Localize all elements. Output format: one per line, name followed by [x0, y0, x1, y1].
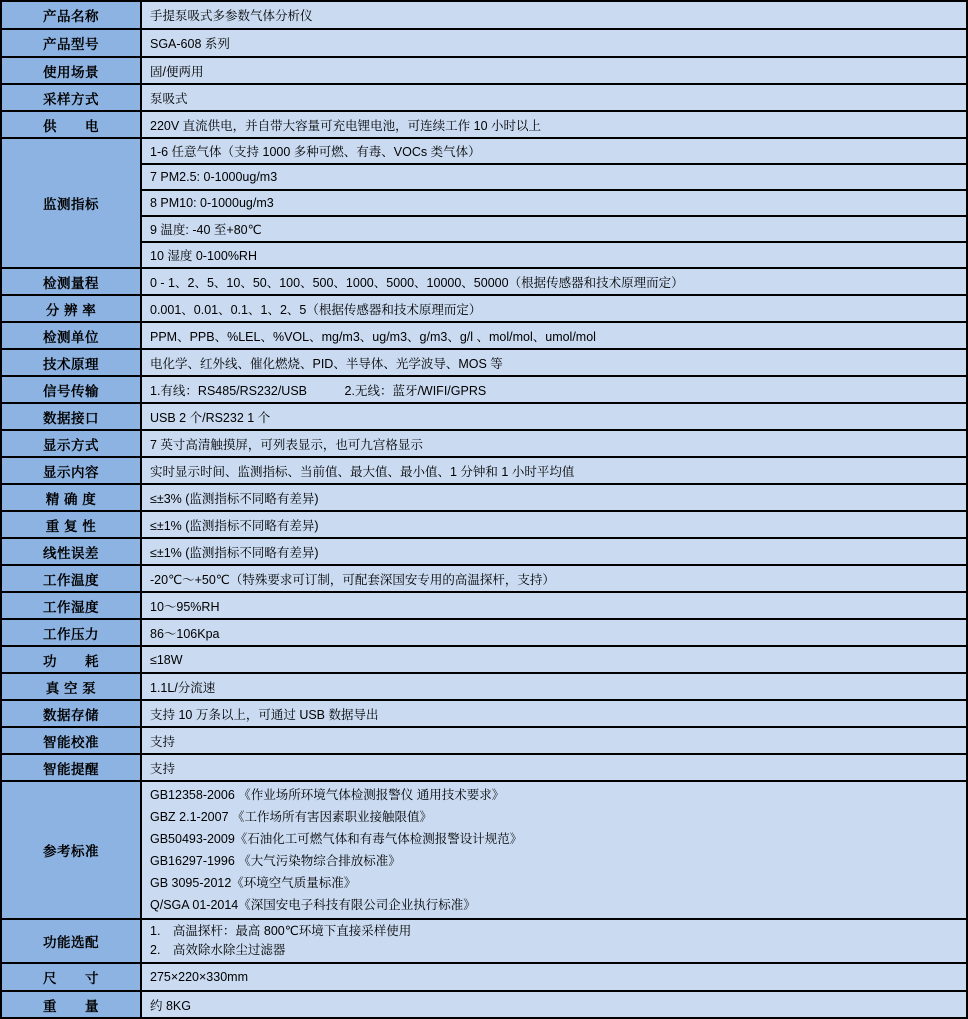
- standard-line: GB16297-1996 《大气污染物综合排放标准》: [150, 854, 401, 868]
- table-row: [1, 111, 967, 138]
- spec-label: 信号传输: [1, 376, 141, 403]
- table-row: [1, 242, 967, 268]
- table-row: [1, 268, 967, 295]
- standard-line: GB50493-2009《石油化工可燃气体和有毒气体检测报警设计规范》: [150, 832, 523, 846]
- table-row: [1, 216, 967, 242]
- table-row: [1, 322, 967, 349]
- standard-line: GBZ 2.1-2007 《工作场所有害因素职业接触限值》: [150, 810, 432, 824]
- spec-label: 数据存储: [1, 700, 141, 727]
- table-row: [1, 700, 967, 727]
- table-row: [1, 190, 967, 216]
- table-row: [1, 349, 967, 376]
- table-row: [1, 673, 967, 700]
- table-row: [1, 484, 967, 511]
- spec-label: 使用场景: [1, 57, 141, 84]
- option-line: 1. 高温探杆：最高 800℃环境下直接采样使用: [150, 924, 412, 938]
- table-row: [1, 57, 967, 84]
- spec-label: 显示方式: [1, 430, 141, 457]
- spec-value: 1.1L/分流速: [141, 673, 967, 700]
- spec-label: 重 复 性: [1, 511, 141, 538]
- table-row: [1, 376, 967, 403]
- table-row: [1, 646, 967, 673]
- table-row: [1, 754, 967, 781]
- table-row-monitor-indicators: [1, 138, 967, 164]
- spec-label: 显示内容: [1, 457, 141, 484]
- spec-label: 数据接口: [1, 403, 141, 430]
- spec-value: 220V 直流供电，并自带大容量可充电锂电池，可连续工作 10 小时以上: [141, 111, 967, 138]
- spec-label: 智能校准: [1, 727, 141, 754]
- table-row: [1, 29, 967, 57]
- spec-value: 0.001、0.01、0.1、1、2、5（根据传感器和技术原理而定）: [141, 295, 967, 322]
- spec-label: 采样方式: [1, 84, 141, 111]
- spec-label: 供 电: [1, 111, 141, 138]
- spec-label: 工作湿度: [1, 592, 141, 619]
- table-row: [1, 84, 967, 111]
- spec-value: ≤±1% (监测指标不同略有差异): [141, 538, 967, 565]
- spec-value: 支持 10 万条以上，可通过 USB 数据导出: [141, 700, 967, 727]
- spec-label: 分 辨 率: [1, 295, 141, 322]
- spec-label: 监测指标: [1, 138, 141, 268]
- table-row: [1, 619, 967, 646]
- spec-subvalue: 10 湿度 0-100%RH: [141, 242, 967, 268]
- spec-value: 约 8KG: [141, 991, 967, 1018]
- table-row: [1, 538, 967, 565]
- table-row: [1, 565, 967, 592]
- table-row: [1, 511, 967, 538]
- table-row-reference-standards: [1, 781, 967, 919]
- table-row: [1, 1, 967, 29]
- spec-value: [141, 781, 967, 919]
- spec-value: 支持: [141, 754, 967, 781]
- standard-line: Q/SGA 01-2014《深国安电子科技有限公司企业执行标准》: [150, 898, 476, 912]
- spec-value: ≤±1% (监测指标不同略有差异): [141, 511, 967, 538]
- spec-value: 1.有线：RS485/RS232/USB 2.无线：蓝牙/WIFI/GPRS: [141, 376, 967, 403]
- spec-label: 线性误差: [1, 538, 141, 565]
- spec-label: 参考标准: [1, 781, 141, 919]
- spec-label: 真 空 泵: [1, 673, 141, 700]
- spec-label: 技术原理: [1, 349, 141, 376]
- spec-value: 手提泵吸式多参数气体分析仪: [141, 1, 967, 29]
- spec-label: 工作温度: [1, 565, 141, 592]
- spec-subvalue: 7 PM2.5: 0-1000ug/m3: [141, 164, 967, 190]
- spec-label: 重 量: [1, 991, 141, 1018]
- table-row: [1, 164, 967, 190]
- spec-label: 工作压力: [1, 619, 141, 646]
- standard-line: GB 3095-2012《环境空气质量标准》: [150, 876, 357, 890]
- table-row: [1, 403, 967, 430]
- spec-value: SGA-608 系列: [141, 29, 967, 57]
- spec-label: 精 确 度: [1, 484, 141, 511]
- spec-value: 0 - 1、2、5、10、50、100、500、1000、5000、10000、50000（根据传感器和技术原理而定）: [141, 268, 967, 295]
- spec-value: 泵吸式: [141, 84, 967, 111]
- table-row: [1, 430, 967, 457]
- spec-value: USB 2 个/RS232 1 个: [141, 403, 967, 430]
- spec-value: 10～95%RH: [141, 592, 967, 619]
- spec-value: PPM、PPB、%LEL、%VOL、mg/m3、ug/m3、g/m3、g/l 、mol/mol、umol/mol: [141, 322, 967, 349]
- table-row: [1, 295, 967, 322]
- spec-label: 智能提醒: [1, 754, 141, 781]
- table-row: [1, 963, 967, 991]
- spec-label: 产品名称: [1, 1, 141, 29]
- spec-value: 电化学、红外线、催化燃烧、PID、半导体、光学波导、MOS 等: [141, 349, 967, 376]
- spec-value: 固/便两用: [141, 57, 967, 84]
- spec-label: 功能选配: [1, 919, 141, 963]
- spec-subvalue: 1-6 任意气体（支持 1000 多种可燃、有毒、VOCs 类气体）: [141, 138, 967, 164]
- table-row: [1, 592, 967, 619]
- table-row-optional-features: [1, 919, 967, 963]
- spec-value: 86～106Kpa: [141, 619, 967, 646]
- spec-label: 产品型号: [1, 29, 141, 57]
- spec-subvalue: 8 PM10: 0-1000ug/m3: [141, 190, 967, 216]
- spec-subvalue: 9 温度: -40 至+80℃: [141, 216, 967, 242]
- spec-label: 检测单位: [1, 322, 141, 349]
- spec-value: -20℃～+50℃（特殊要求可订制，可配套深国安专用的高温探杆，支持）: [141, 565, 967, 592]
- spec-value: 275×220×330mm: [141, 963, 967, 991]
- table-row: [1, 727, 967, 754]
- table-row: [1, 991, 967, 1018]
- standard-line: GB12358-2006 《作业场所环境气体检测报警仪 通用技术要求》: [150, 788, 505, 802]
- spec-label: 功 耗: [1, 646, 141, 673]
- spec-label: 尺 寸: [1, 963, 141, 991]
- option-line: 2. 高效除水除尘过滤器: [150, 943, 286, 957]
- spec-label: 检测量程: [1, 268, 141, 295]
- spec-value: 7 英寸高清触摸屏，可列表显示，也可九宫格显示: [141, 430, 967, 457]
- spec-value: 支持: [141, 727, 967, 754]
- spec-value: 实时显示时间、监测指标、当前值、最大值、最小值、1 分钟和 1 小时平均值: [141, 457, 967, 484]
- table-row: [1, 457, 967, 484]
- spec-value: [141, 919, 967, 963]
- spec-value: ≤±3% (监测指标不同略有差异): [141, 484, 967, 511]
- spec-value: ≤18W: [141, 646, 967, 673]
